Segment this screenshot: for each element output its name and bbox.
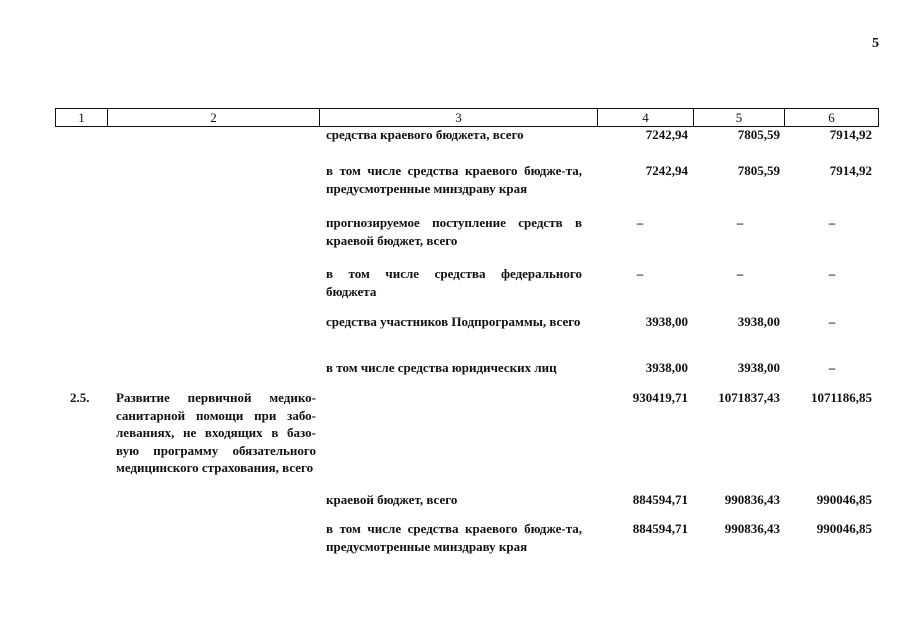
row-value-col4: 7242,94 — [645, 163, 688, 178]
row-value-col5: 3938,00 — [737, 314, 780, 329]
row-value-col5: – — [736, 266, 744, 281]
row-description: краевой бюджет, всего — [326, 492, 458, 507]
row-description: в том числе средства краевого бюдже-та, предусмотренные минздраву края — [326, 521, 582, 554]
row-description: средства участников Подпрограммы, всего — [326, 314, 581, 329]
row-value-col6: 1071186,85 — [810, 390, 872, 405]
row-description: прогнозируемое поступление средств в краевой бюджет, всего — [326, 215, 582, 248]
row-value-col6: 7914,92 — [829, 127, 872, 142]
header-col-6: 6 — [828, 110, 835, 125]
table-header — [55, 108, 879, 127]
row-value-col6: – — [828, 215, 836, 230]
row-value-col4: 3938,00 — [645, 360, 688, 375]
row-value-col5: – — [736, 215, 744, 230]
row-value-col5: 7805,59 — [737, 163, 780, 178]
page-number: 5 — [872, 36, 879, 51]
row-value-col6: 990046,85 — [816, 492, 872, 507]
row-value-col4: 884594,71 — [632, 492, 688, 507]
header-col-2: 2 — [108, 109, 320, 126]
row-value-col6: 990046,85 — [816, 521, 872, 536]
row-value-col5: 3938,00 — [737, 360, 780, 375]
header-col-3: 3 — [320, 109, 598, 126]
row-value-col4: 7242,94 — [645, 127, 688, 142]
header-col-1: 1 — [56, 109, 108, 126]
row-value-col4: 3938,00 — [645, 314, 688, 329]
row-value-col5: 990836,43 — [724, 492, 780, 507]
header-col-4: 4 — [598, 109, 694, 126]
row-description: в том числе средства юридических лиц — [326, 360, 557, 375]
row-value-col5: 7805,59 — [737, 127, 780, 142]
row-value-col5: 1071837,43 — [718, 390, 780, 405]
row-description: в том числе средства федерального бюджета — [326, 266, 582, 299]
row-value-col6: 7914,92 — [829, 163, 872, 178]
row-value-col6: – — [828, 266, 836, 281]
row-value-col5: 990836,43 — [724, 521, 780, 536]
row-description: средства краевого бюджета, всего — [326, 127, 524, 142]
row-name: Развитие первичной медико-санитарной помощи при забо-леваниях, не входящих в базо-вую программу обязательного медицинского страхования, всего — [116, 390, 316, 475]
row-value-col4: 930419,71 — [632, 390, 688, 405]
row-value-col6: – — [828, 360, 836, 375]
row-value-col4: – — [636, 215, 644, 230]
row-number: 2.5. — [70, 390, 90, 405]
row-value-col6: – — [828, 314, 836, 329]
row-value-col4: 884594,71 — [632, 521, 688, 536]
row-value-col4: – — [636, 266, 644, 281]
row-description: в том числе средства краевого бюдже-та, предусмотренные минздраву края — [326, 163, 582, 196]
header-col-5: 5 — [694, 109, 785, 126]
